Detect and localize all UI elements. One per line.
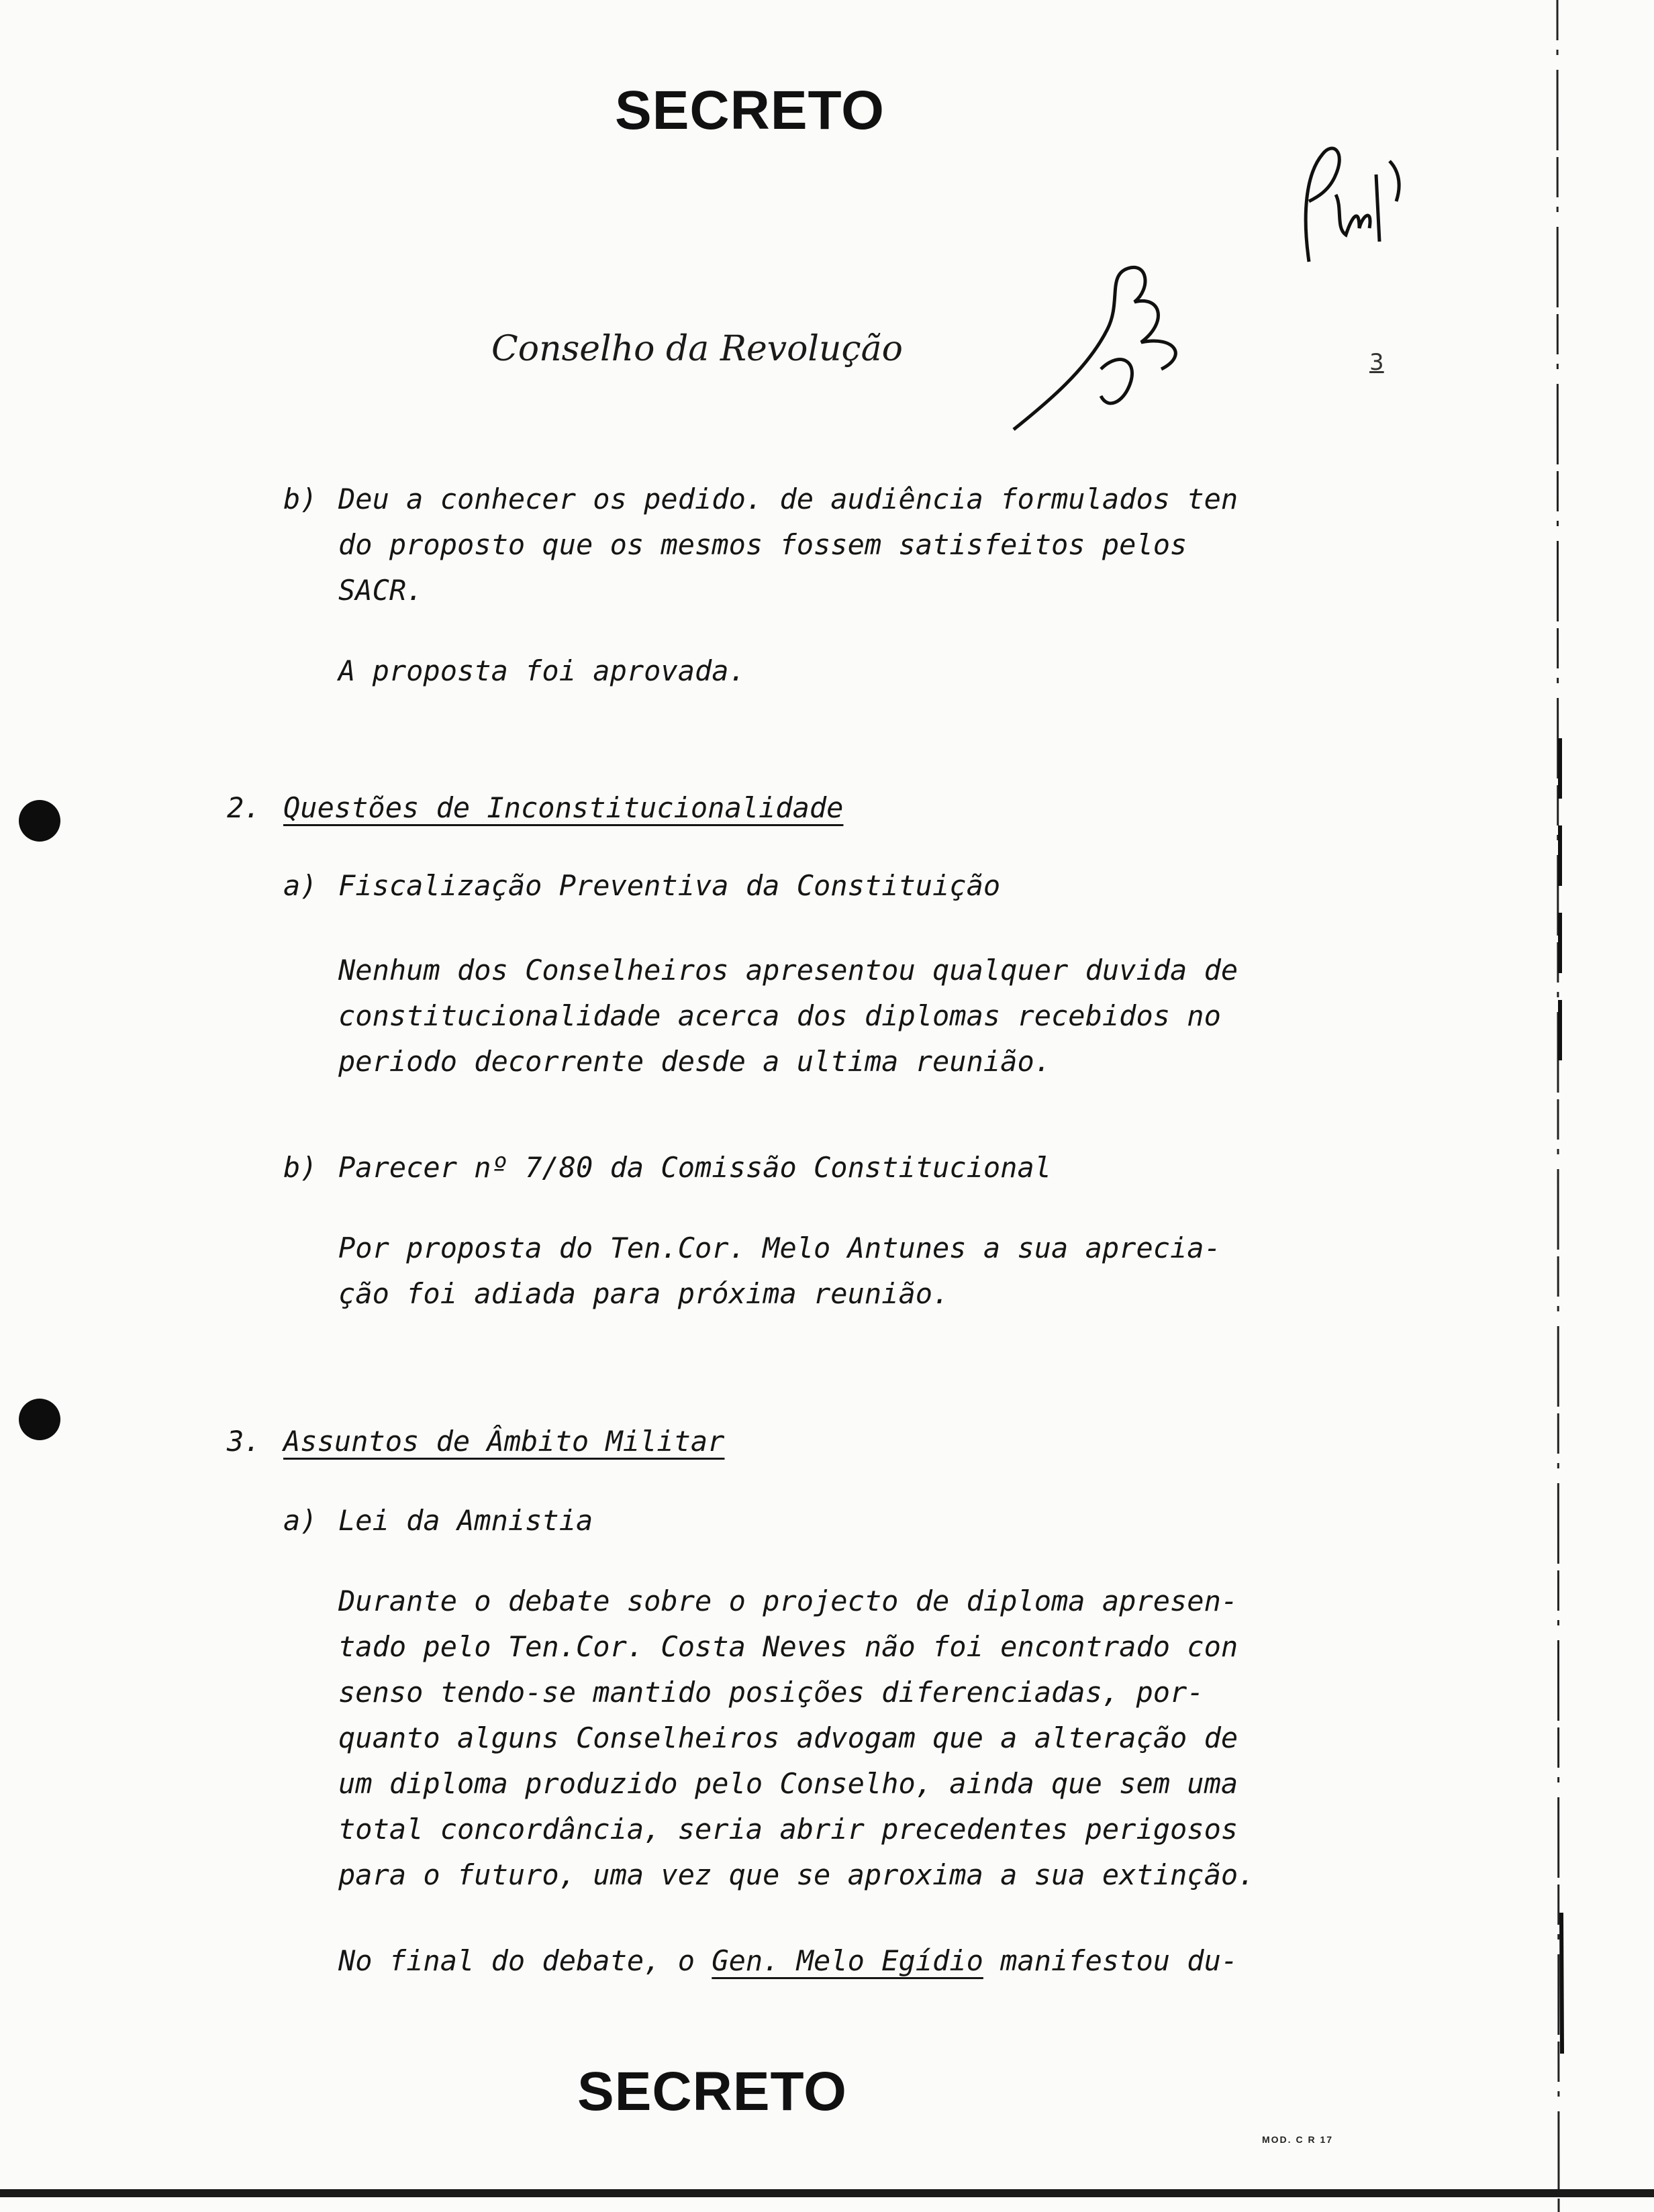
item-1b-marker: b) bbox=[283, 483, 318, 515]
handwritten-signature bbox=[1007, 262, 1208, 436]
section-2-title: Questões de Inconstitucionalidade bbox=[283, 791, 844, 824]
item-1b-line-2: do proposto que os mesmos fossem satisfeitos pelos bbox=[338, 528, 1187, 561]
item-3a-last-line bbox=[338, 1938, 1238, 1984]
classification-stamp-top: SECRETO bbox=[615, 80, 885, 141]
punch-hole-top bbox=[19, 800, 60, 842]
item-3a-line-5: um diploma produzido pelo Conselho, ainda que sem uma bbox=[338, 1767, 1238, 1800]
item-3a-line-7: para o futuro, uma vez que se aproxima a sua extinção. bbox=[338, 1858, 1255, 1891]
section-3-title: Assuntos de Âmbito Militar bbox=[283, 1425, 725, 1458]
item-2b-marker: b) bbox=[283, 1151, 318, 1184]
last-line-prefix: No final do debate, o bbox=[338, 1944, 712, 1977]
item-2b-line-1: Por proposta do Ten.Cor. Melo Antunes a sua aprecia- bbox=[338, 1231, 1221, 1264]
item-3a-line-6: total concordância, seria abrir precedentes perigosos bbox=[338, 1813, 1238, 1846]
item-1b-line-1: Deu a conhecer os pedido. de audiência formulados ten bbox=[338, 483, 1238, 515]
item-3a-line-1: Durante o debate sobre o projecto de diploma apresen- bbox=[338, 1585, 1238, 1617]
classification-stamp-bottom: SECRETO bbox=[577, 2061, 847, 2122]
item-2a-line-2: constitucionalidade acerca dos diplomas recebidos no bbox=[338, 999, 1221, 1032]
item-2a-line-1: Nenhum dos Conselheiros apresentou qualquer duvida de bbox=[338, 954, 1238, 987]
handwritten-initials-mark bbox=[1296, 134, 1410, 275]
form-code: MOD. C R 17 bbox=[1262, 2134, 1334, 2145]
item-2b-title: Parecer nº 7/80 da Comissão Constitucional bbox=[338, 1151, 1052, 1184]
last-line-suffix: manifestou du- bbox=[983, 1944, 1238, 1977]
letterhead-title: Conselho da Revolução bbox=[491, 329, 903, 369]
item-2a-marker: a) bbox=[283, 869, 318, 902]
section-3-number: 3. bbox=[227, 1425, 261, 1458]
item-2b-line-2: ção foi adiada para próxima reunião. bbox=[338, 1277, 950, 1310]
item-3a-line-2: tado pelo Ten.Cor. Costa Neves não foi encontrado con bbox=[338, 1630, 1238, 1663]
section-2-number: 2. bbox=[227, 791, 261, 824]
item-3a-title: Lei da Amnistia bbox=[338, 1504, 593, 1537]
item-1b-line-3: SACR. bbox=[338, 574, 424, 607]
person-name-underlined: Gen. Melo Egídio bbox=[712, 1944, 983, 1977]
item-2a-line-3: periodo decorrente desde a ultima reunião. bbox=[338, 1045, 1052, 1078]
item-2a-title: Fiscalização Preventiva da Constituição bbox=[338, 869, 1001, 902]
item-1b-result: A proposta foi aprovada. bbox=[338, 654, 746, 687]
item-3a-line-4: quanto alguns Conselheiros advogam que a alteração de bbox=[338, 1721, 1238, 1754]
page-edge-bottom bbox=[0, 2189, 1654, 2197]
item-3a-line-3: senso tendo-se mantido posições diferenciadas, por- bbox=[338, 1676, 1204, 1709]
item-3a-marker: a) bbox=[283, 1504, 318, 1537]
punch-hole-bottom bbox=[19, 1399, 60, 1440]
page-edge-right bbox=[1544, 0, 1571, 2212]
page-number: 3 bbox=[1369, 349, 1384, 376]
